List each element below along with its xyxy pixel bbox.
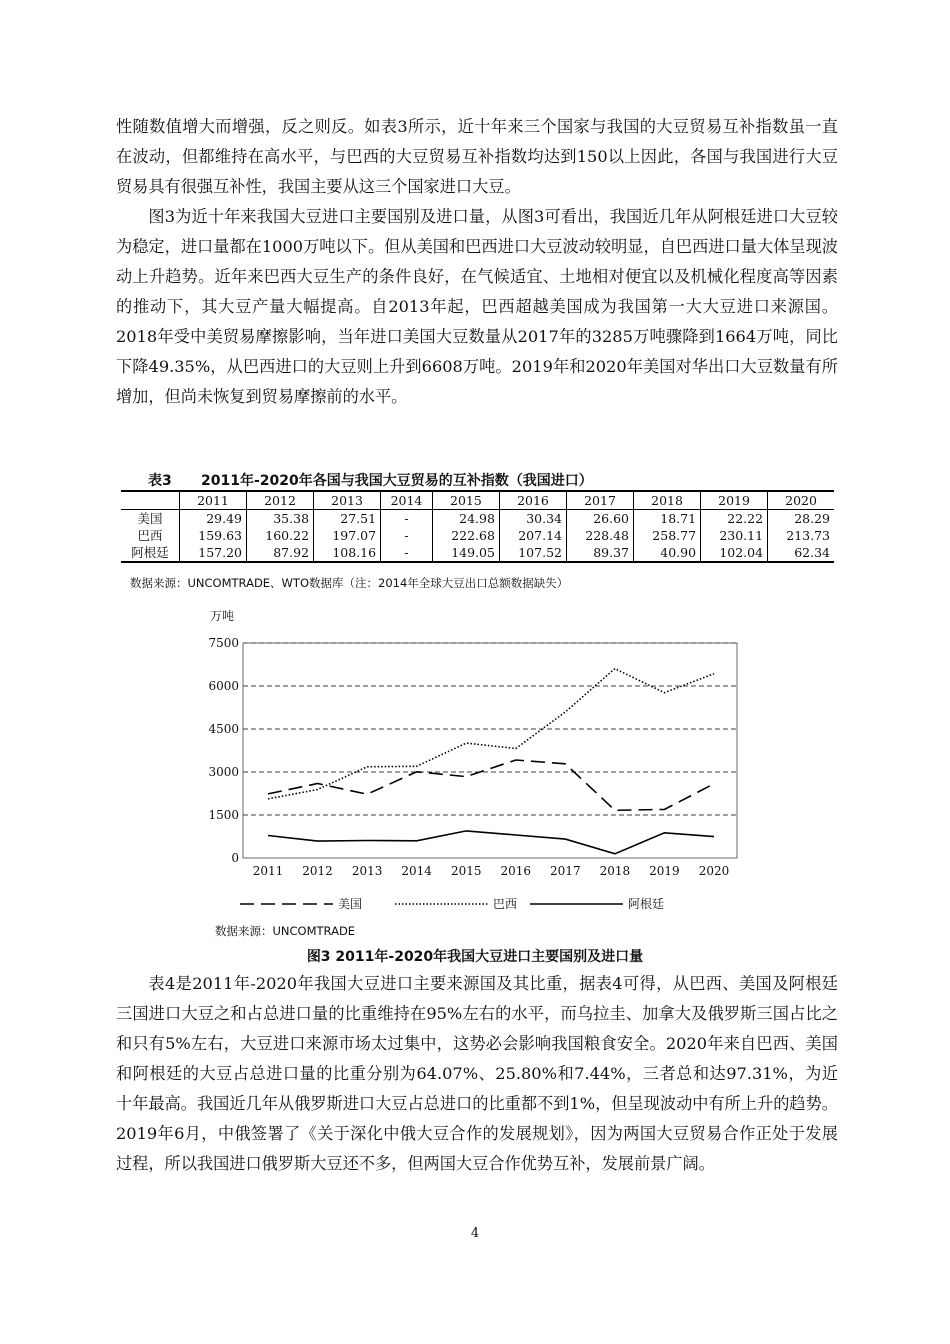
table-body — [121, 510, 834, 563]
table-caption: 表3 2011年-2020年各国与我国大豆贸易的互补指数（我国进口） — [148, 473, 593, 489]
table-header-year: 2012 — [247, 491, 314, 510]
x-tick-label: 2015 — [450, 864, 482, 878]
table-header-year: 2014 — [381, 491, 433, 510]
table-cell: 40.90 — [634, 544, 701, 562]
table-row — [121, 544, 834, 562]
table-cell: 89.37 — [566, 544, 633, 562]
complementarity-table — [121, 490, 834, 563]
table-cell: 28.29 — [768, 510, 834, 528]
y-tick-label: 1500 — [208, 808, 239, 822]
table-cell: - — [381, 510, 433, 528]
table-cell: 222.68 — [432, 527, 499, 544]
table-cell: 149.05 — [432, 544, 499, 562]
series-line-0 — [268, 760, 714, 810]
table-cell: 102.04 — [701, 544, 768, 562]
table-cell: 159.63 — [179, 527, 246, 544]
table-cell: 228.48 — [566, 527, 633, 544]
chart-source-note: 数据来源：UNCOMTRADE — [215, 924, 356, 938]
import-line-chart — [200, 600, 760, 944]
y-tick-label: 0 — [231, 851, 239, 865]
table-row-country: 美国 — [137, 511, 163, 526]
table-header-year: 2018 — [634, 491, 701, 510]
y-tick-label: 7500 — [208, 636, 239, 650]
table-cell: 230.11 — [701, 527, 768, 544]
table-cell: 62.34 — [768, 544, 834, 562]
table-cell: 197.07 — [314, 527, 381, 544]
table-cell: 35.38 — [247, 510, 314, 528]
x-tick-label: 2014 — [401, 864, 432, 878]
table-cell: 207.14 — [499, 527, 566, 544]
table-header-year: 2017 — [566, 491, 633, 510]
x-tick-label: 2016 — [500, 864, 532, 878]
x-tick-label: 2019 — [649, 864, 680, 878]
table-header-year: 2020 — [768, 491, 834, 510]
table-cell: 22.22 — [701, 510, 768, 528]
table-cell: - — [381, 527, 433, 544]
table-header-corner — [121, 491, 179, 510]
table-cell: 108.16 — [314, 544, 381, 562]
series-line-1 — [268, 669, 714, 799]
x-tick-label: 2020 — [698, 864, 730, 878]
legend-label: 阿根廷 — [628, 897, 665, 911]
y-axis-unit-label: 万吨 — [210, 609, 235, 623]
table-cell: 18.71 — [634, 510, 701, 528]
y-tick-label: 6000 — [208, 679, 239, 693]
table-header-year: 2019 — [701, 491, 768, 510]
table-cell: 24.98 — [432, 510, 499, 528]
legend-label: 美国 — [338, 897, 363, 911]
table-row-country: 巴西 — [137, 528, 163, 543]
paragraph-figure3-analysis: 图3为近十年来我国大豆进口主要国别及进口量，从图3可看出，我国近几年从阿根廷进口大豆较为稳定，进口量都在1000万吨以下。但从美国和巴西进口大豆波动较明显，自巴西进口量大体呈现波动上升趋势。近年来巴西大豆生产的条件良好，在气候适宜、土地相对便宜以及机械化程度高等因素的推动下，其大豆产量大幅提高。自2013年起，巴西超越美国成为我国第一大大豆进口来源国。2018年受中美贸易摩擦影响，当年进口美国大豆数量从2017年的3285万吨骤降到1664万吨，同比下降49.35%，从巴西进口的大豆则上升到6608万吨。2019年和2020年美国对华出口大豆数量有所增加，但尚未恢复到贸易摩擦前的水平。 — [116, 207, 838, 406]
table-cell: 87.92 — [247, 544, 314, 562]
table-cell: - — [381, 544, 433, 562]
table-cell: 29.49 — [179, 510, 246, 528]
x-tick-label: 2012 — [302, 864, 333, 878]
figure-caption: 图3 2011年-2020年我国大豆进口主要国别及进口量 — [306, 949, 644, 965]
plot-frame — [243, 643, 737, 858]
series-line-2 — [268, 831, 714, 854]
table-row — [121, 527, 834, 544]
table-cell: 258.77 — [634, 527, 701, 544]
table-cell: 157.20 — [179, 544, 246, 562]
table-header-row — [121, 491, 834, 510]
table-cell: 213.73 — [768, 527, 834, 544]
y-tick-label: 4500 — [208, 722, 239, 736]
paragraph-intro: 性随数值增大而增强，反之则反。如表3所示，近十年来三个国家与我国的大豆贸易互补指数虽一直在波动，但都维持在高水平，与巴西的大豆贸易互补指数均达到150以上因此，各国与我国进行大豆贸易具有很强互补性，我国主要从这三个国家进口大豆。 — [116, 117, 838, 196]
table-header-year: 2013 — [314, 491, 381, 510]
page-number: 4 — [470, 1226, 480, 1241]
x-tick-label: 2018 — [599, 864, 631, 878]
table-cell: 107.52 — [499, 544, 566, 562]
table-row-country: 阿根廷 — [131, 545, 169, 560]
x-tick-label: 2017 — [550, 864, 581, 878]
table-header-year: 2011 — [179, 491, 246, 510]
table-cell: 30.34 — [499, 510, 566, 528]
y-tick-label: 3000 — [208, 765, 239, 779]
paragraph-table4-analysis: 表4是2011年-2020年我国大豆进口主要来源国及其比重，据表4可得，从巴西、美国及阿根廷三国进口大豆之和占总进口量的比重维持在95%左右的水平，而乌拉圭、加拿大及俄罗斯三国占比之和只有5%左右，大豆进口来源市场太过集中，这势必会影响我国粮食安全。2020年来自巴西、美国和阿根廷的大豆占总进口量的比重分别为64.07%、25.80%和7.44%，三者总和达97.31%，为近十年最高。我国近几年从俄罗斯进口大豆占总进口的比重都不到1%，但呈现波动中有所上升的趋势。2019年6月，中俄签署了《关于深化中俄大豆合作的发展规划》，因为两国大豆贸易合作正处于发展过程，所以我国进口俄罗斯大豆还不多，但两国大豆合作优势互补，发展前景广阔。 — [116, 974, 838, 1173]
table-row — [121, 510, 834, 528]
x-tick-label: 2013 — [351, 864, 383, 878]
x-tick-label: 2011 — [252, 864, 284, 878]
legend-label: 巴西 — [493, 897, 518, 911]
table-cell: 27.51 — [314, 510, 381, 528]
table-source-note: 数据来源：UNCOMTRADE、WTO数据库（注：2014年全球大豆出口总额数据缺失） — [130, 576, 569, 590]
table-cell: 160.22 — [247, 527, 314, 544]
table-header-year: 2015 — [432, 491, 499, 510]
table-cell: 26.60 — [566, 510, 633, 528]
table-header-year: 2016 — [499, 491, 566, 510]
